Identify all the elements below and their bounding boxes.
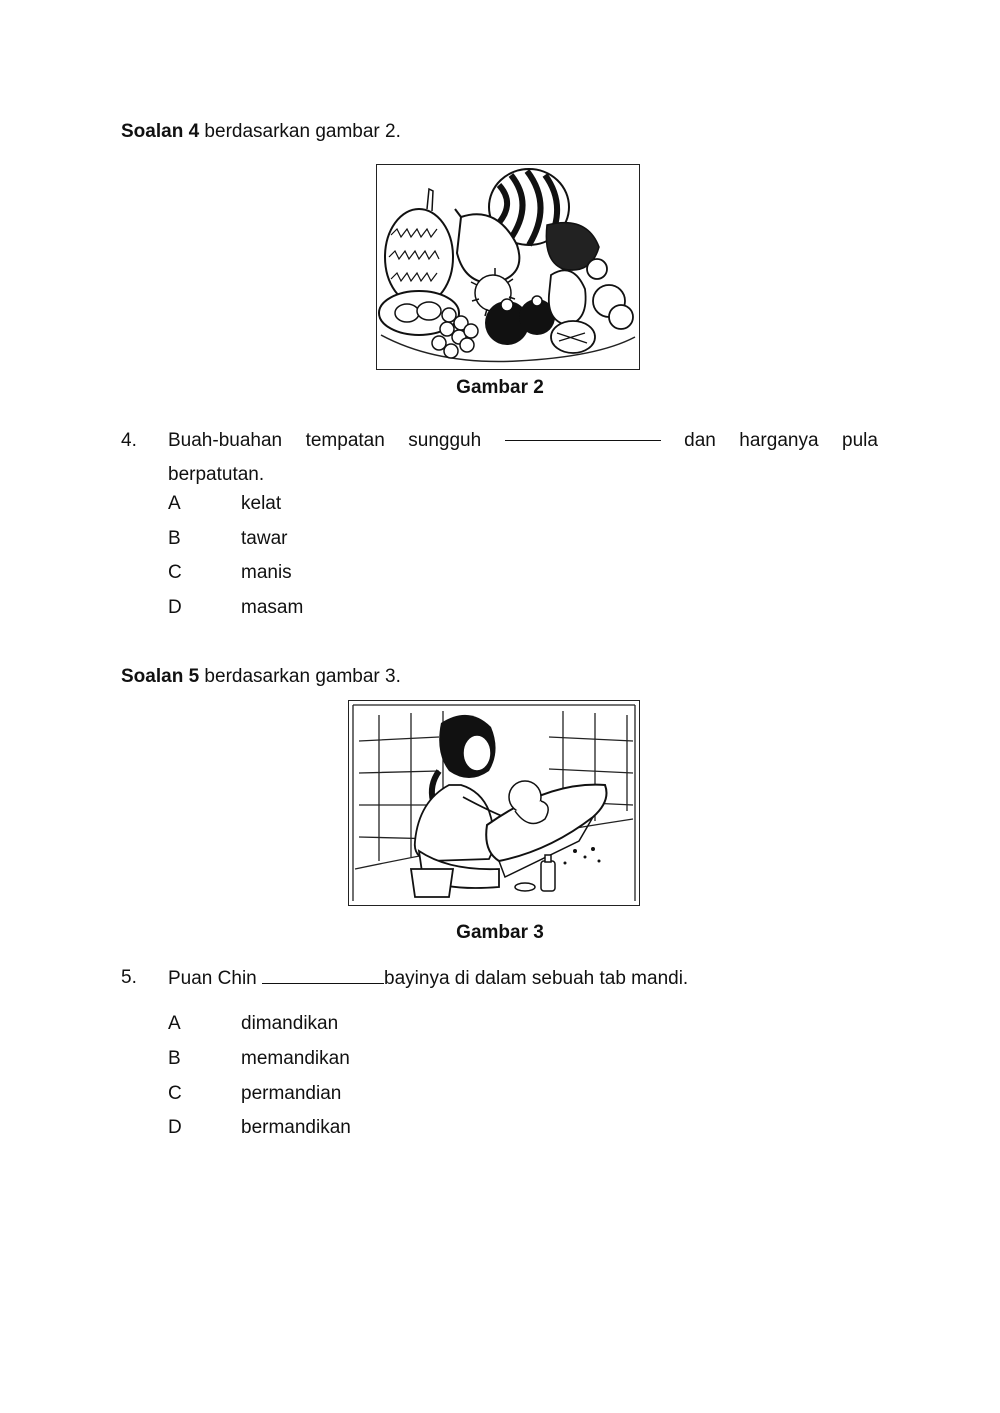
q5-number: 5. [121, 967, 137, 988]
fruits-illustration [376, 164, 640, 370]
q4-stem-line-2: berpatutan. [168, 464, 265, 485]
bathing-drawing [349, 701, 639, 905]
figure-2-caption: Gambar 2 [456, 377, 544, 398]
q5-option-a-text: dimandikan [241, 1013, 339, 1034]
q4-option-c-letter: C [168, 562, 182, 583]
q4-word-2: tempatan [305, 430, 385, 451]
q5-text-after: bayinya di dalam sebuah tab mandi. [384, 968, 689, 989]
q5-option-c[interactable] [168, 1083, 341, 1105]
q5-intro-bold: Soalan 5 [121, 666, 200, 687]
q4-option-a[interactable] [168, 493, 281, 515]
figure-3-caption: Gambar 3 [456, 922, 544, 943]
q4-option-b-text: tawar [241, 528, 288, 549]
water-splash [564, 847, 601, 865]
durian-shape [385, 189, 453, 305]
q4-option-b[interactable] [168, 528, 287, 550]
q5-option-c-text: permandian [241, 1083, 342, 1104]
q4-option-a-letter: A [168, 493, 181, 514]
q4-intro [121, 121, 401, 143]
q5-option-d[interactable] [168, 1117, 351, 1139]
q5-intro [121, 666, 401, 688]
fruits-drawing [377, 165, 639, 369]
q4-option-b-letter: B [168, 528, 181, 549]
stool-shape [411, 869, 453, 897]
q4-option-c-text: manis [241, 562, 292, 583]
q5-option-b-text: memandikan [241, 1048, 350, 1069]
q4-word-4: dan [684, 430, 716, 451]
q4-answer-blank[interactable] [505, 424, 661, 441]
q5-option-c-letter: C [168, 1083, 182, 1104]
q5-option-b[interactable] [168, 1048, 350, 1070]
q5-answer-blank[interactable] [262, 967, 384, 984]
q5-option-d-text: bermandikan [241, 1117, 351, 1138]
q4-option-d-letter: D [168, 597, 182, 618]
q5-stem [168, 967, 688, 990]
q5-option-a[interactable] [168, 1013, 338, 1035]
bathing-illustration [348, 700, 640, 906]
q4-stem-line-1 [168, 424, 878, 458]
q4-number: 4. [121, 430, 137, 451]
q4-option-a-text: kelat [241, 493, 282, 514]
orange-shape [587, 259, 633, 329]
q5-intro-rest: berdasarkan gambar 3. [199, 666, 401, 687]
q4-intro-bold: Soalan 4 [121, 121, 200, 142]
q4-option-d[interactable] [168, 597, 303, 619]
q5-option-d-letter: D [168, 1117, 182, 1138]
q4-word-1: Buah-buahan [168, 430, 283, 451]
q4-option-d-text: masam [241, 597, 304, 618]
q4-word-6: pula [842, 430, 878, 451]
q5-text-before: Puan Chin [168, 968, 263, 989]
woman-figure [415, 715, 509, 888]
q4-stem [168, 424, 878, 492]
cempedak-shape [551, 321, 595, 353]
q4-intro-rest: berdasarkan gambar 2. [199, 121, 401, 142]
pear-shape [549, 270, 586, 325]
q5-option-b-letter: B [168, 1048, 181, 1069]
q5-option-a-letter: A [168, 1013, 181, 1034]
q4-word-3: sungguh [408, 430, 482, 451]
q4-word-5: harganya [739, 430, 819, 451]
bottle-shape [515, 855, 555, 891]
q4-option-c[interactable] [168, 562, 292, 584]
